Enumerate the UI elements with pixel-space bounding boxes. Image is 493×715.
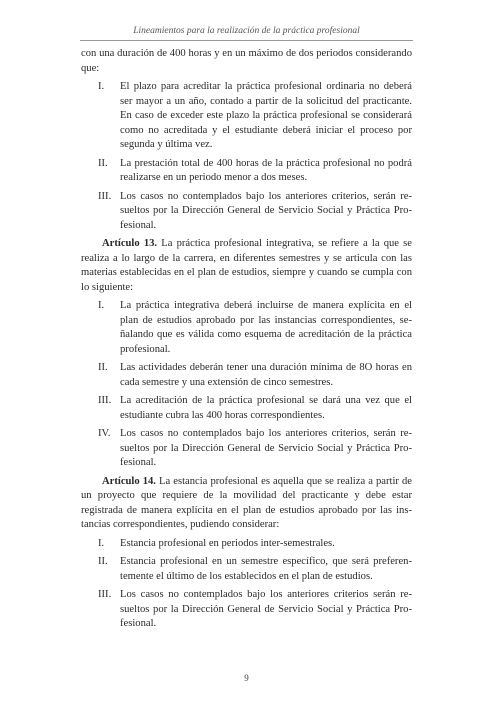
list-item-text: Los casos no contemplados bajo los anteriores criterios, serán resueltos por la Dirección General de Servicio Social y Práctica Profesional.: [120, 190, 412, 231]
list-integrativa: [81, 299, 412, 471]
list-number: III.: [98, 395, 112, 406]
header-rule: [80, 40, 413, 41]
list-number: IV.: [98, 428, 111, 439]
article-14-title: Artículo 14.: [102, 475, 156, 487]
list-item: [81, 555, 412, 584]
article-13-paragraph: [81, 237, 412, 295]
list-number: I.: [98, 81, 105, 92]
list-item-text: La prestación total de 400 horas de la práctica profesional no podrá realizarse en un periodo menor a dos meses.: [120, 157, 412, 183]
list-estancia: [81, 537, 412, 632]
list-item: [81, 361, 412, 390]
list-number: I.: [98, 537, 105, 549]
list-item-text: La práctica integrativa deberá incluirse de manera explícita en el plan de estudios aprobado por las instancias correspondientes, señalando que es válida como esquema de acreditación de la práctica profesional.: [120, 300, 412, 355]
list-number: III.: [98, 589, 112, 600]
list-item: [81, 588, 412, 632]
running-header: Lineamientos para la realización de la práctica profesional: [133, 26, 360, 36]
list-item-text: Estancia profesional en periodos inter-semestrales.: [120, 537, 335, 549]
body-text: [81, 47, 412, 636]
list-item-text: Las actividades deberán tener una duración mínima de 8O horas en cada semestre y una extensión de cinco semestres.: [120, 362, 412, 388]
list-number: II.: [98, 362, 108, 373]
article-14-text: La estancia profesional es aquella que se realiza a partir de un proyecto que requiere de la movilidad del practicante y debe estar registrada de manera explícita en el plan de estudios aprobado por las instancias correspondientes, pudiendo considerar:: [81, 475, 412, 530]
list-item-text: Estancia profesional en un semestre específico, que será preferentemente el último de los establecidos en el plan de estudios.: [120, 556, 412, 582]
article-13-text: La práctica profesional integrativa, se refiere a la que se realiza a lo largo de la carrera, en diferentes semestres y se articula con las materias establecidas en el plan de estudios, siempre y cuando se cumpla con lo siguiente:: [81, 238, 412, 293]
article-14-paragraph: [81, 475, 412, 533]
list-item-text: La acreditación de la práctica profesional se dará una vez que el estudiante cubra las 400 horas correspondientes.: [120, 395, 412, 421]
list-number: II.: [98, 157, 108, 169]
list-item: [81, 80, 412, 153]
list-item: [81, 537, 412, 552]
intro-paragraph: con una duración de 400 horas y en un máximo de dos periodos considerando que:: [81, 48, 412, 74]
list-item-text: El plazo para acreditar la práctica profesional ordinaria no deberá ser mayor a un año, contado a partir de la solicitud del practicante. En caso de exceder este plazo la práctica profesional se considerará como no acreditada y el estudiante deberá iniciar el proceso por segunda y última vez.: [120, 81, 412, 150]
list-item-text: Los casos no contemplados bajo los anteriores criterios, serán resueltos por la Dirección General de Servicio Social y Práctica Profesional.: [120, 428, 412, 468]
list-number: III.: [98, 190, 112, 202]
list-number: I.: [98, 300, 105, 311]
list-item: [81, 299, 412, 357]
list-item: [81, 157, 412, 186]
list-item: [81, 190, 412, 234]
list-number: II.: [98, 556, 108, 567]
list-plazos: [81, 80, 412, 233]
article-13-title: Artículo 13.: [102, 238, 158, 249]
list-item: [81, 394, 412, 423]
page-number: 9: [244, 673, 249, 683]
list-item: [81, 427, 412, 471]
list-item-text: Los casos no contemplados bajo los anteriores criterios serán resueltos por la Dirección General de Servicio Social y Práctica Profesional.: [120, 589, 412, 629]
